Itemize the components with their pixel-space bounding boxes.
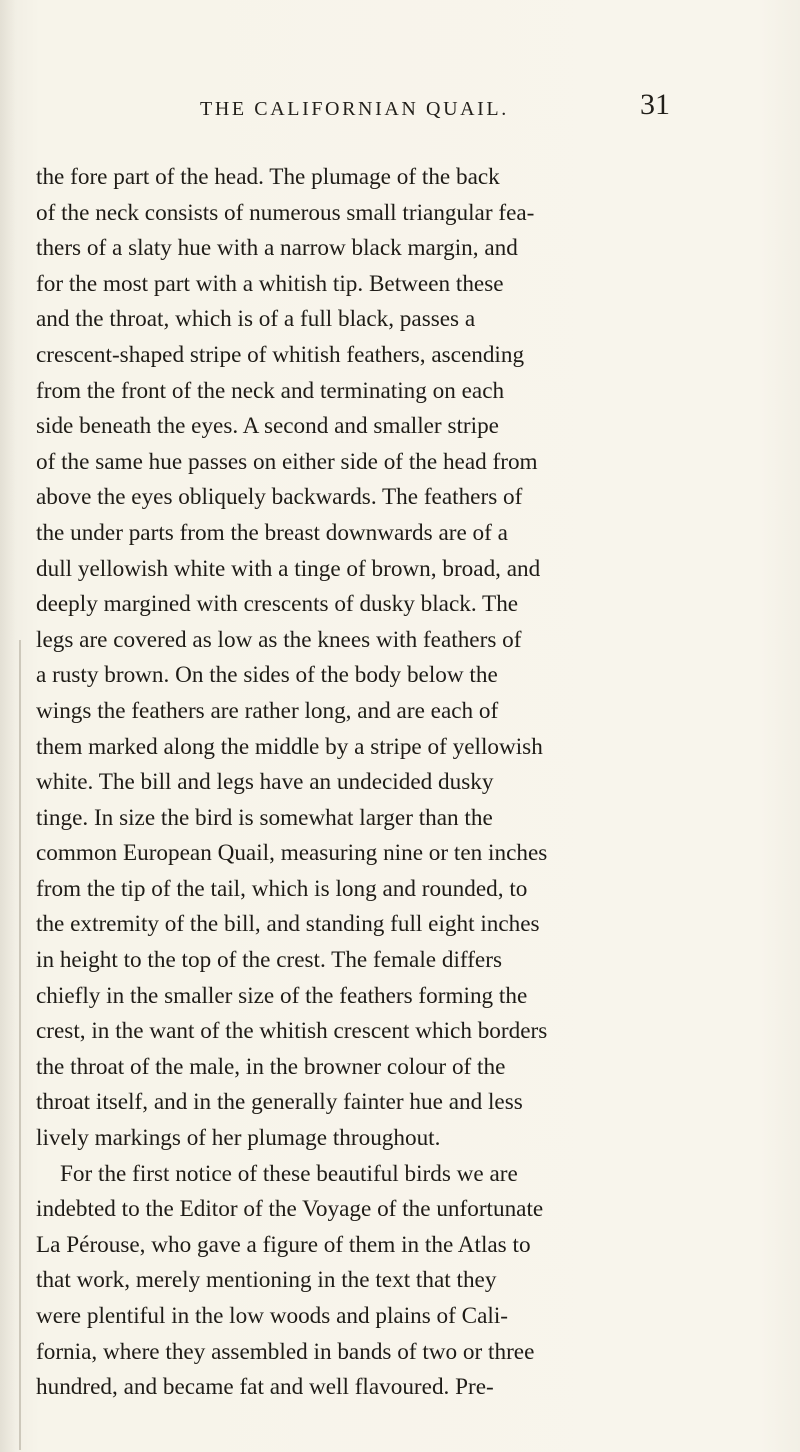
text-line-paragraph-start: For the first notice of these beautiful birds we are: [60, 1160, 518, 1187]
text-line: the extremity of the bill, and standing full eight inches: [36, 911, 540, 938]
text-line: wings the feathers are rather long, and are each of: [36, 697, 499, 724]
text-line: the under parts from the breast downwards are of a: [36, 519, 508, 546]
running-head: [0, 88, 800, 128]
text-line: dull yellowish white with a tinge of brown, broad, and: [36, 555, 541, 582]
text-line: side beneath the eyes. A second and smaller stripe: [36, 413, 499, 440]
text-line: above the eyes obliquely backwards. The feathers of: [36, 484, 523, 511]
running-title: THE CALIFORNIAN QUAIL.: [200, 98, 509, 120]
text-line: common European Quail, measuring nine or ten inches: [36, 840, 548, 867]
text-line: a rusty brown. On the sides of the body below the: [36, 662, 498, 689]
text-line: them marked along the middle by a stripe of yellowish: [36, 733, 543, 760]
page-number: 31: [640, 88, 670, 121]
text-line: deeply margined with crescents of dusky black. The: [36, 591, 519, 618]
text-line: legs are covered as low as the knees with feathers of: [36, 626, 522, 653]
text-line: in height to the top of the crest. The female differs: [36, 947, 502, 974]
text-line: lively markings of her plumage throughout.: [36, 1125, 441, 1152]
text-line: were plentiful in the low woods and plains of Cali-: [36, 1303, 509, 1329]
body-text: [36, 160, 796, 1406]
text-line: throat itself, and in the generally fainter hue and less: [36, 1089, 523, 1116]
text-line: hundred, and became fat and well flavoured. Pre-: [36, 1374, 494, 1401]
text-line: of the neck consists of numerous small triangular fea-: [36, 199, 535, 226]
text-line: for the most part with a whitish tip. Between these: [36, 270, 504, 297]
text-line: chiefly in the smaller size of the feathers forming the: [36, 982, 528, 1009]
text-line: fornia, where they assembled in bands of two or three: [36, 1338, 535, 1365]
text-line: from the front of the neck and terminating on each: [36, 377, 505, 404]
text-line: from the tip of the tail, which is long and rounded, to: [36, 875, 528, 902]
text-line: white. The bill and legs have an undecided dusky: [36, 769, 494, 796]
text-line: and the throat, which is of a full black, passes a: [36, 306, 476, 333]
text-line: crest, in the want of the whitish crescent which borders: [36, 1018, 548, 1045]
text-line: tinge. In size the bird is somewhat larger than the: [36, 804, 493, 831]
text-line: that work, merely mentioning in the text that they: [36, 1267, 497, 1294]
page-edge-mark: [19, 640, 21, 1450]
text-line: La Pérouse, who gave a figure of them in the Atlas to: [36, 1231, 531, 1258]
text-line: the throat of the male, in the browner colour of the: [36, 1053, 506, 1080]
text-line: of the same hue passes on either side of the head from: [36, 448, 538, 475]
text-line: crescent-shaped stripe of whitish feathers, ascending: [36, 341, 525, 368]
text-line: the fore part of the head. The plumage of the back: [36, 164, 500, 190]
gutter-shadow: [0, 0, 16, 1452]
text-line: indebted to the Editor of the Voyage of the unfortunate: [36, 1196, 544, 1223]
text-line: thers of a slaty hue with a narrow black margin, and: [36, 235, 518, 262]
